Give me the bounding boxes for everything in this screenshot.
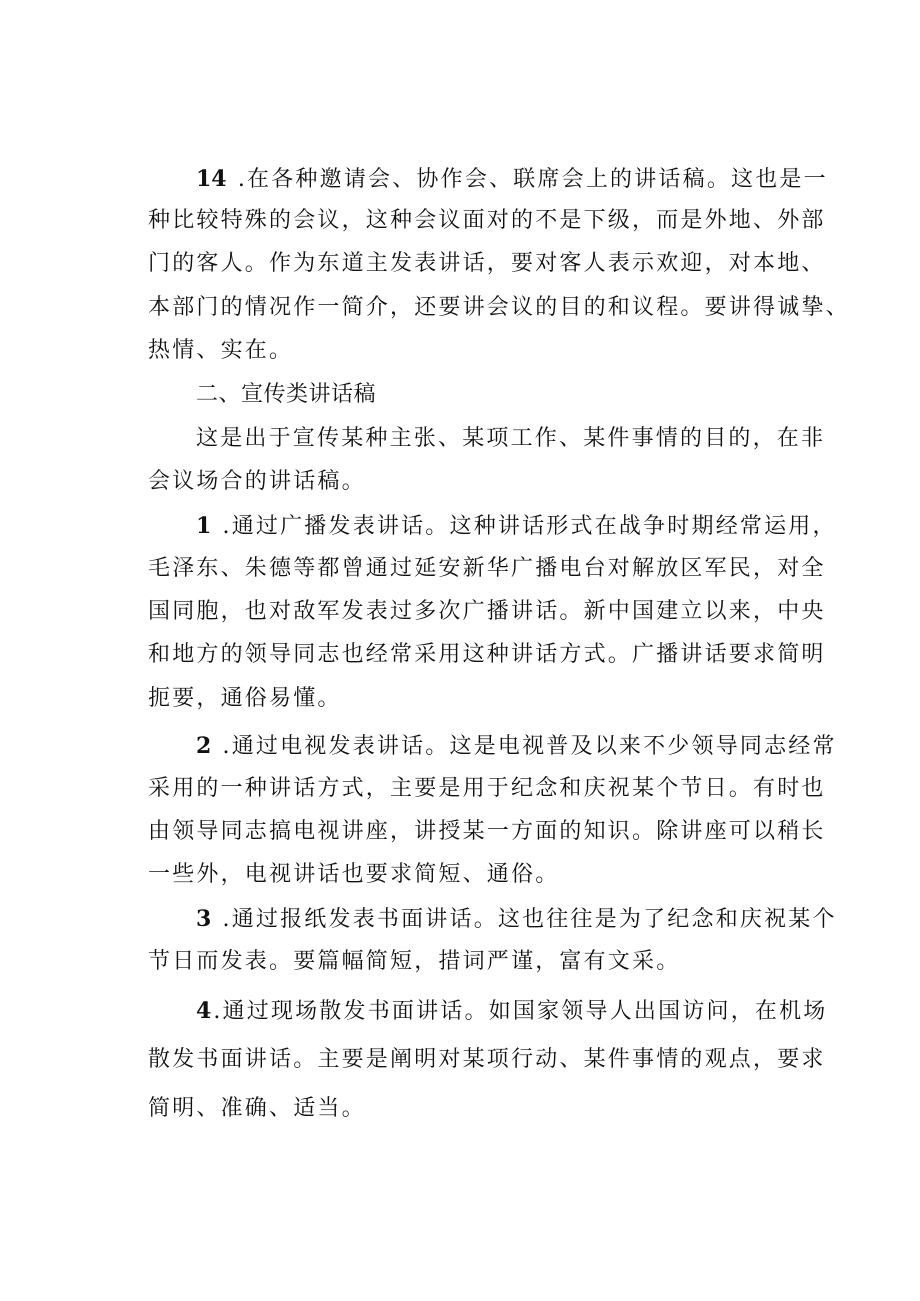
item-1-line-4: 和地方的领导同志也经常采用这种讲话方式。广播讲话要求简明 (148, 642, 826, 667)
item-number: 1 (196, 513, 212, 539)
item-1-line-2: 毛泽东、朱德等都曾通过延安新华广播电台对解放区军民，对全 (148, 556, 826, 581)
paragraph-14-line-5: 热情、实在。 (148, 338, 294, 363)
item-1-line-1: 1 .通过广播发表讲话。这种讲话形式在战争时期经常运用， (196, 513, 837, 539)
item-3-line-1: 3 .通过报纸发表书面讲话。这也往往是为了纪念和庆祝某个 (196, 906, 837, 932)
item-number: 2 (196, 733, 212, 759)
item-4-line-2: 散发书面讲话。主要是阐明对某项行动、某件事情的观点，要求 (148, 1047, 826, 1072)
intro-line-2: 会议场合的讲话稿。 (148, 469, 366, 494)
intro-line-1: 这是出于宣传某种主张、某项工作、某件事情的目的，在非 (196, 426, 826, 451)
item-number: 4 (196, 998, 212, 1024)
section-heading: 二、宣传类讲话稿 (196, 382, 377, 407)
item-2-line-3: 由领导同志搞电视讲座，讲授某一方面的知识。除讲座可以稍长 (148, 819, 826, 844)
item-2-line-1: 2 .通过电视发表讲话。这是电视普及以来不少领导同志经常 (196, 733, 837, 759)
item-4-line-3: 简明、准确、适当。 (148, 1096, 366, 1121)
item-number: 3 (196, 906, 212, 932)
paragraph-14-line-2: 种比较特殊的会议，这种会议面对的不是下级，而是外地、外部 (148, 208, 826, 233)
item-3-line-2: 节日而发表。要篇幅简短，措词严谨，富有文采。 (148, 949, 681, 974)
item-1-line-5: 扼要，通俗易懂。 (148, 686, 342, 711)
item-2-line-2: 采用的一种讲话方式，主要是用于纪念和庆祝某个节日。有时也 (148, 776, 826, 801)
item-2-line-4: 一些外，电视讲话也要求简短、通俗。 (148, 862, 560, 887)
paragraph-14-line-4: 本部门的情况作一简介，还要讲会议的目的和议程。要讲得诚挚、 (148, 295, 850, 320)
paragraph-14-line-1: 14 .在各种邀请会、协作会、联席会上的讲话稿。这也是一 (196, 166, 828, 192)
item-1-line-3: 国同胞，也对敌军发表过多次广播讲话。新中国建立以来，中央 (148, 599, 826, 624)
item-4-line-1: 4.通过现场散发书面讲话。如国家领导人出国访问，在机场 (196, 998, 828, 1024)
item-number: 14 (196, 166, 227, 192)
paragraph-14-line-3: 门的客人。作为东道主发表讲话，要对客人表示欢迎，对本地、 (148, 251, 826, 276)
